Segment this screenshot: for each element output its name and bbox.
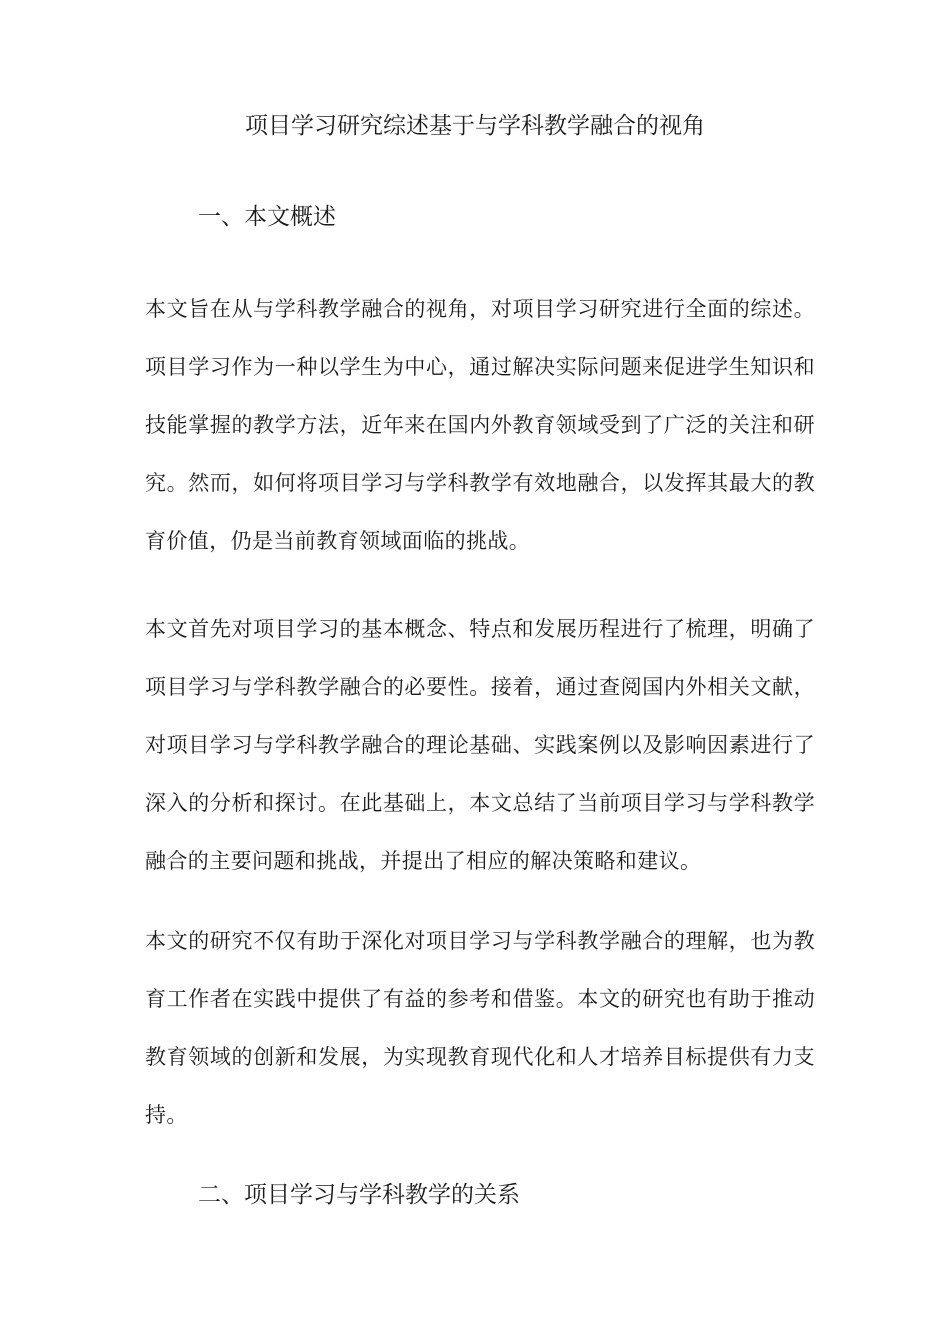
section-heading-relationship: 二、项目学习与学科教学的关系	[198, 1182, 520, 1208]
document-title: 项目学习研究综述基于与学科教学融合的视角	[245, 113, 705, 139]
section-heading-overview: 一、本文概述	[198, 204, 336, 230]
paragraph-overview-2: 本文首先对项目学习的基本概念、特点和发展历程进行了梳理，明确了项目学习与学科教学融合的必要性。接着，通过查阅国内外相关文献，对项目学习与学科教学融合的理论基础、实践案例以及影响因素进行了深入的分析和探讨。在此基础上，本文总结了当前项目学习与学科教学融合的主要问题和挑战，并提出了相应的解决策略和建议。	[145, 617, 815, 873]
paragraph-overview-3: 本文的研究不仅有助于深化对项目学习与学科教学融合的理解，也为教育工作者在实践中提供了有益的参考和借鉴。本文的研究也有助于推动教育领域的创新和发展，为实现教育现代化和人才培养目标提供有力支持。	[145, 929, 815, 1127]
paragraph-overview-1: 本文旨在从与学科教学融合的视角，对项目学习研究进行全面的综述。项目学习作为一种以学生为中心，通过解决实际问题来促进学生知识和技能掌握的教学方法，近年来在国内外教育领域受到了广泛的关注和研究。然而，如何将项目学习与学科教学有效地融合，以发挥其最大的教育价值，仍是当前教育领域面临的挑战。	[145, 297, 815, 553]
